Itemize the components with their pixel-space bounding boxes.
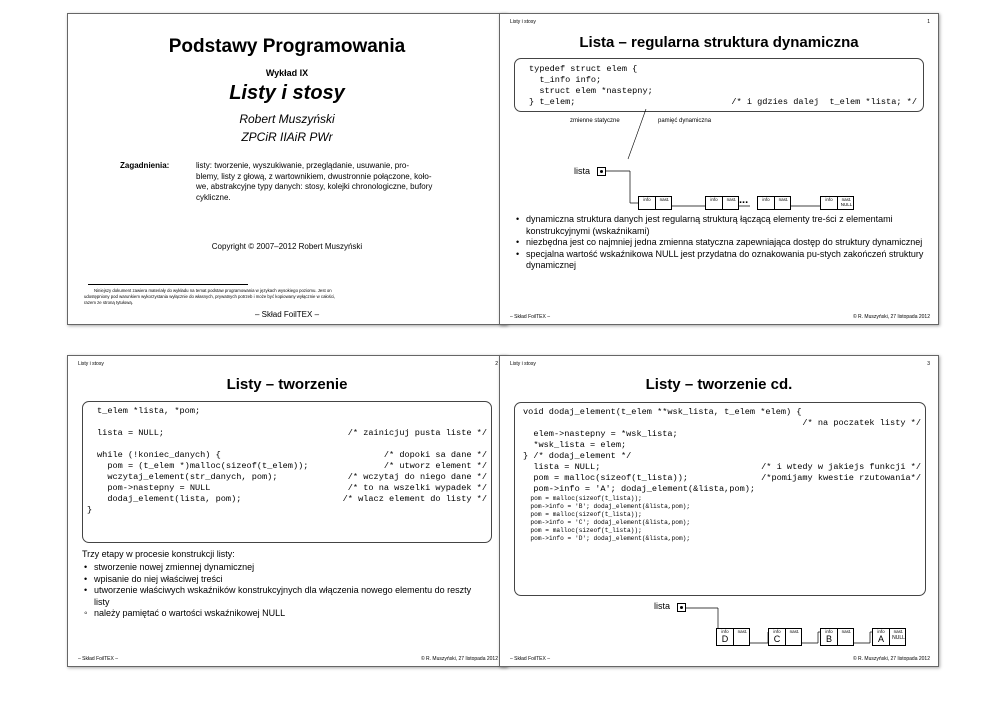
topics-label: Zagadnienia:: [120, 161, 170, 170]
code-line: lista = NULL; /* zainicjuj pusta liste */: [97, 428, 487, 438]
running-header: Listy i stosy: [510, 19, 536, 25]
author-name: Robert Muszyński: [239, 112, 335, 126]
code-line: t_elem *lista, *pom;: [97, 406, 201, 416]
lecture-number: Wykład IX: [265, 68, 309, 78]
bullet-item: • dynamiczna struktura danych jest regularną strukturą łączącą elementy tre-ści z elementami konstrukcyjnymi (wskaźnikami): [514, 214, 930, 237]
code-line: } t_elem; /* i gdzies dalej t_elem *lista; */: [529, 97, 917, 107]
code-line-small: pom = malloc(sizeof(t_lista));: [523, 511, 642, 518]
list-node-a: info A nast. NULL: [872, 628, 906, 646]
var-lista-label: lista: [574, 166, 591, 176]
footer-right: © R. Muszyński, 27 listopada 2012: [852, 656, 930, 662]
node-value: D: [721, 634, 729, 644]
code-line-small: pom->info = 'C'; dodaj_element(&lista,pom);: [523, 519, 691, 526]
copyright: Copyright © 2007–2012 Robert Muszyński: [211, 242, 363, 251]
code-line: typedef struct elem {: [529, 64, 638, 74]
code-line: pom = (t_elem *)malloc(sizeof(t_elem)); /* utworz element */: [97, 461, 487, 471]
footer-left: – Skład FoilTEX –: [78, 656, 119, 662]
slide-title: Listy – tworzenie cd.: [645, 376, 793, 393]
lecture-subtitle: Listy i stosy: [229, 82, 345, 104]
code-line: pom->info = 'A'; dodaj_element(&lista,pom);: [523, 484, 756, 494]
footer-left: – Skład FoilTEX –: [510, 314, 551, 320]
notice-divider: [88, 284, 248, 285]
code-line: pom->nastepny = NULL /* to na wszelki wypadek */: [97, 483, 487, 493]
var-lista-box: [597, 167, 606, 176]
slide-list-creation-cont: [499, 355, 939, 667]
slide-list-structure: [499, 13, 939, 325]
code-line-small: pom->info = 'D'; dodaj_element(&lista,pom);: [523, 535, 691, 542]
label-dynamic-memory: pamięć dynamiczna: [658, 118, 712, 124]
code-line: pom = malloc(sizeof(t_lista)); /*pomijamy kwestie rzutowania*/: [523, 473, 921, 483]
null-label: NULL: [892, 635, 905, 641]
author-affiliation: ZPCiR IIAiR PWr: [241, 130, 333, 144]
code-line: [97, 439, 487, 450]
code-line: } /* dodaj_element */: [523, 451, 632, 461]
list-node-b: info B nast.: [820, 628, 854, 646]
bullet-list: [82, 562, 482, 620]
list-node-c: info C nast.: [768, 628, 802, 646]
bullet-item: • stworzenie nowej zmiennej dynamicznej: [82, 562, 482, 574]
page-number: 2: [495, 361, 498, 367]
list-node-last: info nast. NULL: [820, 196, 854, 210]
code-line: lista = NULL; /* i wtedy w jakiejs funkcji */: [523, 462, 921, 472]
code-line: dodaj_element(lista, pom); /* wlacz element do listy */: [97, 494, 487, 504]
code-block: [514, 402, 926, 596]
node-value: A: [877, 634, 884, 644]
pointer-dot: [600, 170, 603, 173]
list-node: info nast.: [638, 196, 672, 210]
document-title: Podstawy Programowania: [168, 36, 406, 57]
page-number: 1: [927, 19, 930, 25]
footer-right: © R. Muszyński, 27 listopada 2012: [420, 656, 498, 662]
code-line: while (!koniec_danych) { /* dopoki sa dane */: [97, 450, 487, 460]
slide-list-creation: [67, 355, 507, 667]
code-line-small: pom = malloc(sizeof(t_lista));: [523, 527, 642, 534]
code-line-small: pom = malloc(sizeof(t_lista));: [523, 495, 642, 502]
bullet-item: • specjalna wartość wskaźnikowa NULL jest przydatna do oznakowania pu-stych zakończeń struktury dynamicznej: [514, 249, 930, 272]
slide-title-page: [67, 13, 507, 325]
code-line: elem->nastepny = *wsk_lista;: [523, 429, 678, 439]
null-label: NULL: [840, 202, 853, 207]
bullet-list: [514, 214, 930, 272]
code-block: [514, 58, 924, 112]
code-line: [97, 417, 487, 428]
var-lista-label: lista: [654, 601, 671, 611]
list-diagram-lines: [500, 596, 940, 656]
code-line: struct elem *nastepny;: [529, 86, 653, 96]
footer-left: – Skład FoilTEX –: [510, 656, 551, 662]
footer-right: © R. Muszyński, 27 listopada 2012: [852, 314, 930, 320]
bullet-item: • niezbędna jest co najmniej jedna zmienna statyczna zapewniająca dostęp do struktury dynamicznej: [514, 237, 930, 249]
code-line-small: pom->info = 'B'; dodaj_element(&lista,pom);: [523, 503, 691, 510]
note-item: ◦ należy pamiętać o wartości wskaźnikowej NULL: [82, 608, 482, 620]
running-header: Listy i stosy: [78, 361, 104, 367]
bullet-item: • wpisanie do niej właściwej treści: [82, 574, 482, 586]
topics-text: listy: tworzenie, wyszukiwanie, przeglądanie, usuwanie, pro- blemy, listy z głową, z wartownikiem, dwustronnie połączone, koło- we, abstrakcyjne typy danych: stosy, kolejki chronologiczne, bufory cykliczne.: [196, 161, 433, 202]
intro-text: Trzy etapy w procesie konstrukcji listy:: [82, 549, 235, 559]
label-static-vars: zmienne statyczne: [570, 118, 620, 124]
typeset-footer: – Skład FoilTEX –: [254, 310, 320, 319]
code-line: }: [87, 505, 93, 515]
page-number: 3: [927, 361, 930, 367]
pointer-dot: [680, 606, 683, 609]
usage-notice: Niniejszy dokument zawiera materiały do wykładu na temat podstaw programowania w językach wysokiego poziomu. Jest on udostępniony pod warunkiem wykorzystania wyłącznie do własnych, prywatnych potrzeb i może być kopiowany wyłącznie w całości, razem ze stroną tytułową.: [84, 288, 336, 305]
list-node: info nast.: [705, 196, 739, 210]
node-value: B: [825, 634, 832, 644]
list-node-d: info D nast.: [716, 628, 750, 646]
slide-title: Listy – tworzenie: [226, 376, 348, 393]
code-line: wczytaj_element(str_danych, pom); /* wczytaj do niego dane */: [97, 472, 487, 482]
list-node: info nast.: [757, 196, 791, 210]
code-line: void dodaj_element(t_elem **wsk_lista, t_elem *elem) {: [523, 407, 802, 417]
running-header: Listy i stosy: [510, 361, 536, 367]
code-line: /* na poczatek listy */: [802, 418, 921, 428]
node-value: C: [773, 634, 781, 644]
slide-title: Lista – regularna struktura dynamiczna: [579, 34, 859, 51]
code-line: t_info info;: [529, 75, 602, 85]
ellipsis: ...: [739, 194, 749, 206]
code-line: *wsk_lista = elem;: [523, 440, 627, 450]
var-lista-box: [677, 603, 686, 612]
code-block: [82, 401, 492, 543]
bullet-item: • utworzenie właściwych wskaźników konstrukcyjnych dla włączenia nowego elementu do reszty listy: [82, 585, 482, 608]
